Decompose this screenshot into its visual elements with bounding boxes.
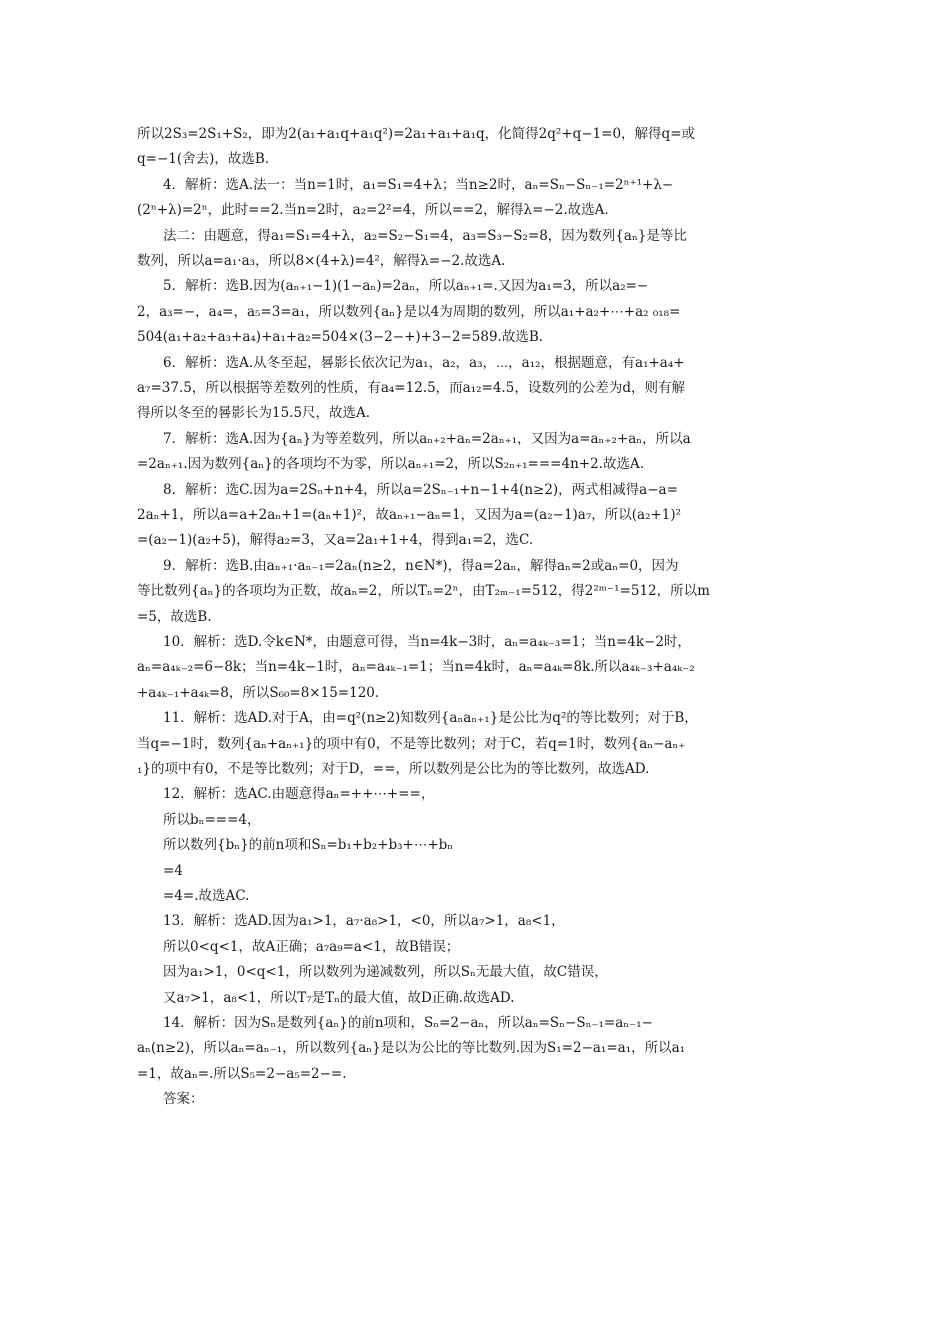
text-line: 5．解析：选B.因为(aₙ₊₁−1)(1−aₙ)=2aₙ，所以aₙ₊₁=.又因为a₁=3，所以a₂=− (163, 278, 649, 295)
text-line: +a₄ₖ₋₁+a₄ₖ=8，所以S₆₀=8×15=120. (137, 684, 380, 701)
text-line: 12．解析：选AC.由题意得aₙ=++⋯+==， (163, 786, 435, 803)
text-line: 4．解析：选A.法一：当n=1时，a₁=S₁=4+λ；当n≥2时，aₙ=Sₙ−Sₙ₋₁=2ⁿ⁺¹+λ− (163, 176, 674, 193)
text-line: =4=.故选AC. (163, 888, 250, 904)
text-line: 2aₙ+1，所以a=a+2aₙ+1=(aₙ+1)²，故aₙ₊₁−aₙ=1，又因为a=(a₂−1)a₇，所以(a₂+1)² (137, 507, 682, 523)
text-line: 又a₇>1，a₈<1，所以T₇是Tₙ的最大值，故D正确.故选AD. (163, 989, 515, 1006)
text-line: 所以2S₃=2S₁+S₂，即为2(a₁+a₁q+a₁q²)=2a₁+a₁+a₁q，化简得2q²+q−1=0，解得q=或 (137, 126, 696, 142)
text-line: 10．解析：选D.令k∈N*，由题意可得，当n=4k−3时，aₙ=a₄ₖ₋₃=1；当n=4k−2时， (163, 634, 691, 650)
text-line: 7．解析：选A.因为{aₙ}为等差数列，所以aₙ₊₂+aₙ=2aₙ₊₁，又因为a=aₙ₊₂+aₙ，所以a (163, 430, 691, 447)
text-line: =2aₙ₊₁.因为数列{aₙ}的各项均不为零，所以aₙ₊₁=2，所以S₂ₙ₊₁===4n+2.故选A. (137, 456, 645, 473)
text-line: 等比数列{aₙ}的各项均为正数，故aₙ=2，所以Tₙ=2ⁿ，由T₂ₘ₋₁=512，得2²ᵐ⁻¹=512，所以m (137, 583, 710, 600)
text-line: 14．解析：因为Sₙ是数列{aₙ}的前n项和，Sₙ=2−aₙ，所以aₙ=Sₙ−Sₙ₋₁=aₙ₋₁− (163, 1015, 653, 1031)
text-line: 法二：由题意，得a₁=S₁=4+λ，a₂=S₂−S₁=4，a₃=S₃−S₂=8，因为数列{aₙ}是等比 (163, 227, 687, 244)
text-line: aₙ=a₄ₖ₋₂=6−8k；当n=4k−1时，aₙ=a₄ₖ₋₁=1；当n=4k时，aₙ=a₄ₖ=8k.所以a₄ₖ₋₃+a₄ₖ₋₂ (137, 659, 695, 676)
text-line: 因为a₁>1，0<q<1，所以数列为递减数列，所以Sₙ无最大值，故C错误， (163, 964, 608, 981)
text-line: =4 (163, 862, 183, 879)
text-line: aₙ(n≥2)，所以aₙ=aₙ₋₁，所以数列{aₙ}是以为公比的等比数列.因为S₁=2−a₁=a₁，所以a₁ (137, 1040, 686, 1057)
text-line: =1，故aₙ=.所以S₅=2−a₅=2−=. (137, 1065, 347, 1082)
text-line: 当q=−1时，数列{aₙ+aₙ₊₁}的项中有0，不是等比数列；对于C，若q=1时，数列{aₙ−aₙ₊ (137, 735, 686, 752)
text-line: 6．解析：选A.从冬至起，晷影长依次记为a₁，a₂，a₃，⋯，a₁₂，根据题意，有a₁+a₄+ (163, 354, 685, 371)
text-line: 答案： (163, 1091, 204, 1108)
text-line: 504(a₁+a₂+a₃+a₄)+a₁+a₂=504×(3−2−+)+3−2=589.故选B. (137, 329, 544, 346)
text-line: a₇=37.5，所以根据等差数列的性质，有a₄=12.5，而a₁₂=4.5，设数列的公差为d，则有解 (137, 380, 685, 396)
text-line: 2，a₃=−，a₄=，a₅=3=a₁，所以数列{aₙ}是以4为周期的数列，所以a₁+a₂+⋯+a₂ ₀₁₈= (137, 303, 681, 320)
text-line: ₁}的项中有0，不是等比数列；对于D，==，所以数列是公比为的等比数列，故选AD. (137, 761, 650, 777)
text-line: 13．解析：选AD.因为a₁>1，a₇·a₈>1，<0，所以a₇>1，a₈<1， (163, 913, 565, 930)
text-line: =(a₂−1)(a₂+5)，解得a₂=3，又a=2a₁+1+4，得到a₁=2，选C. (137, 532, 534, 549)
text-line: 数列，所以a=a₁·a₃，所以8×(4+λ)=4²，解得λ=−2.故选A. (137, 253, 506, 269)
text-line: 所以bₙ===4， (163, 811, 261, 828)
text-line: =5，故选B. (137, 608, 212, 625)
text-line: q=−1(舍去)，故选B. (137, 151, 270, 168)
text-line: 所以0<q<1，故A正确；a₇a₉=a<1，故B错误； (163, 938, 460, 955)
text-line: 得所以冬至的晷影长为15.5尺，故选A. (137, 405, 371, 422)
text-line: 所以数列{bₙ}的前n项和Sₙ=b₁+b₂+b₃+⋯+bₙ (163, 837, 454, 854)
text-line: 11．解析：选AD.对于A，由=q²(n≥2)知数列{aₙaₙ₊₁}是公比为q²的等比数列；对于B， (163, 710, 698, 727)
text-line: (2ⁿ+λ)=2ⁿ，此时==2.当n=2时，a₂=2²=4，所以==2，解得λ=−2.故选A. (137, 202, 609, 219)
text-line: 9．解析：选B.由aₙ₊₁·aₙ₋₁=2aₙ(n≥2，n∈N*)，得a=2aₙ，解得aₙ=2或aₙ=0，因为 (163, 557, 679, 574)
text-line: 8．解析：选C.因为a=2Sₙ+n+4，所以a=2Sₙ₋₁+n−1+4(n≥2)，两式相减得a−a= (163, 481, 678, 498)
